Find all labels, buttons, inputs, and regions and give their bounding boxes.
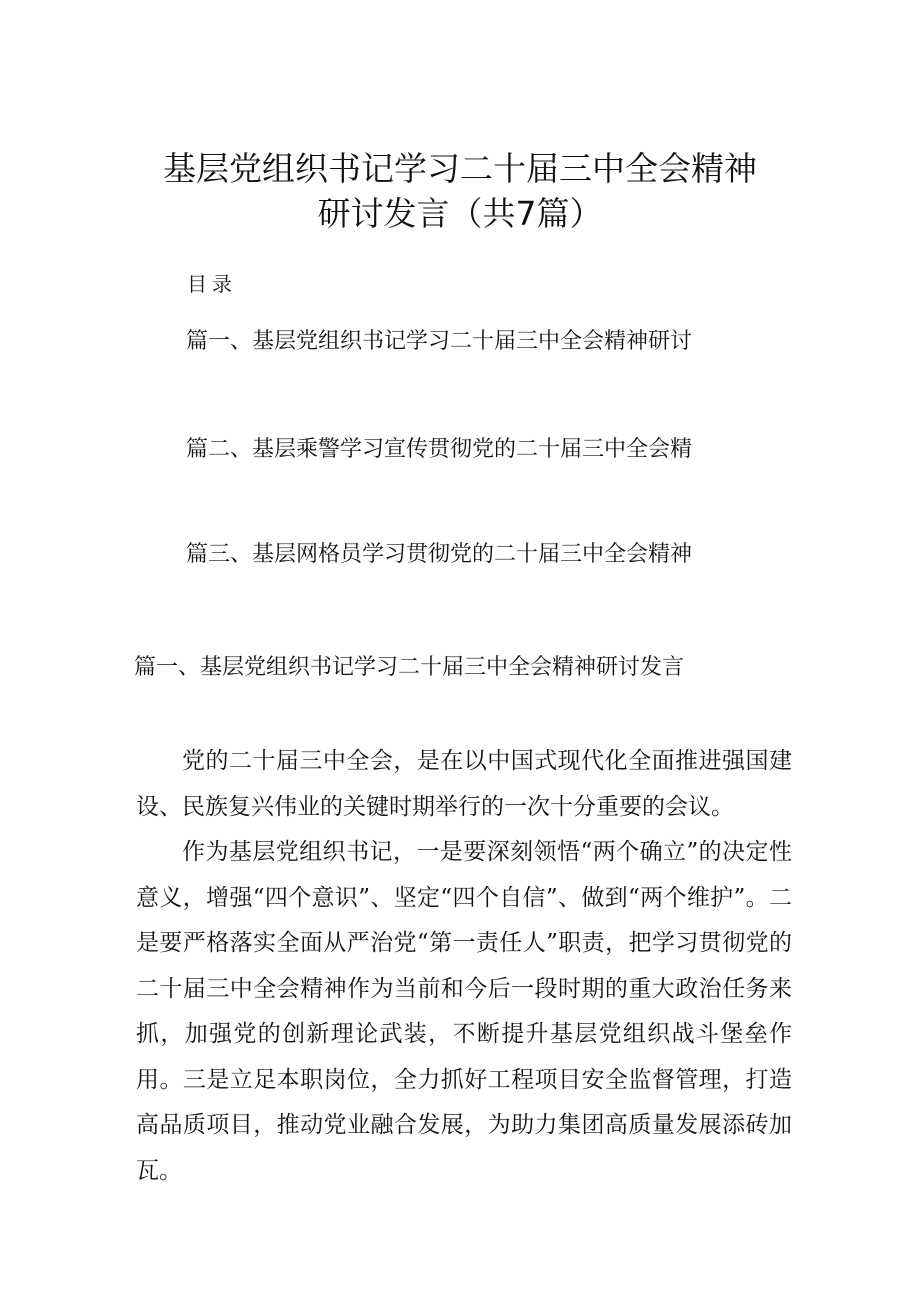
toc-item-3[interactable]: 篇三、基层网格员学习贯彻党的二十届三中全会精神	[186, 542, 693, 567]
toc-item-2[interactable]: 篇二、基层乘警学习宣传贯彻党的二十届三中全会精	[186, 437, 693, 462]
document-title-line-2: 研讨发言（共7篇）	[317, 194, 603, 233]
body-paragraph-2: 作为基层党组织书记，一是要深刻领悟“两个确立”的决定性意义，增强“四个意识”、坚定“四个自信”、做到“两个维护”。二是要严格落实全面从严治党“第一责任人”职责，把学习贯彻党的二十届三中全会精神作为当前和今后一段时期的重大政治任务来抓，加强党的创新理论武装，不断提升基层党组织战斗堡垒作用。三是立足本职岗位，全力抓好工程项目安全监督管理，打造高品质项目，推动党业融合发展，为助力集团高质量发展添砖加瓦。	[136, 839, 792, 1184]
toc-label: 目录	[187, 272, 237, 296]
section-heading: 篇一、基层党组织书记学习二十届三中全会精神研讨发言	[134, 655, 685, 680]
body-paragraph-1: 党的二十届三中全会，是在以中国式现代化全面推进强国建设、民族复兴伟业的关键时期举行的一次十分重要的会议。	[136, 748, 792, 820]
document-title-line-1: 基层党组织书记学习二十届三中全会精神	[163, 149, 757, 188]
toc-item-1[interactable]: 篇一、基层党组织书记学习二十届三中全会精神研讨	[186, 329, 693, 354]
